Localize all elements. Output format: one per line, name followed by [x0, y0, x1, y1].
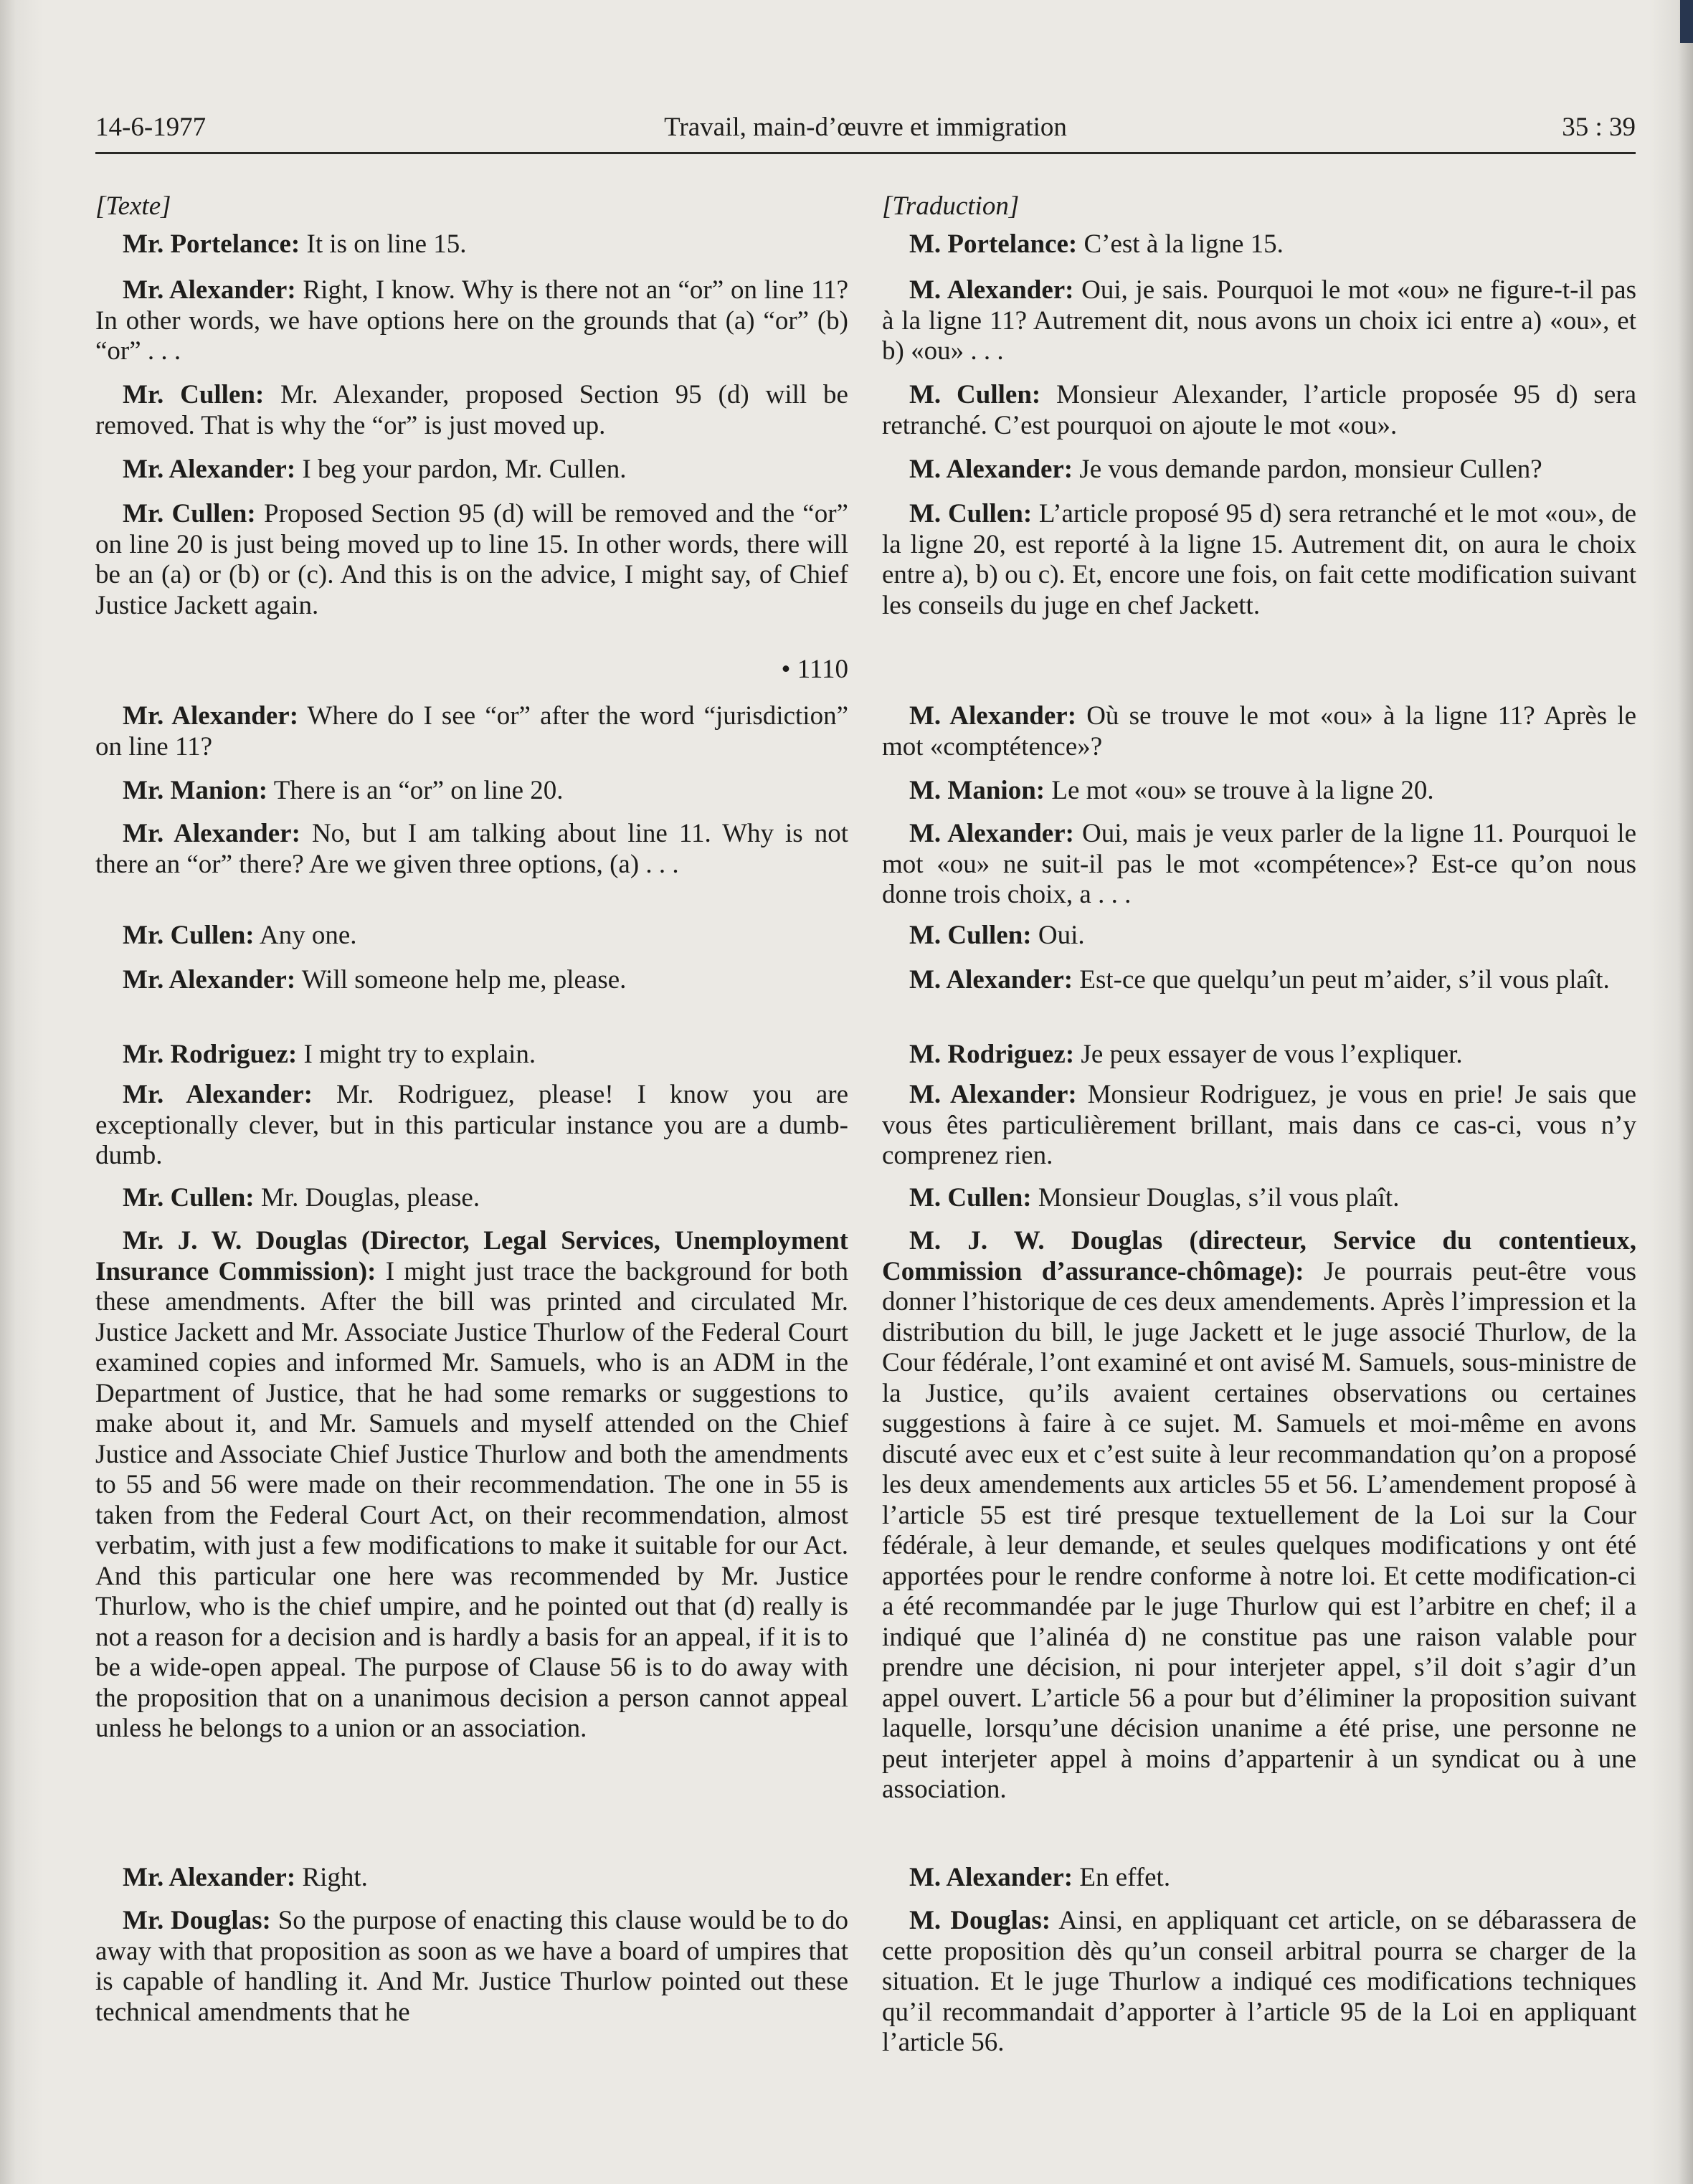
speaker: Mr. Cullen: — [123, 499, 256, 528]
speaker: M. Alexander: — [909, 965, 1073, 994]
speaker: Mr. Alexander: — [123, 701, 299, 731]
paragraph — [95, 1080, 848, 1172]
speech: Monsieur Douglas, s’il vous plaît. — [1031, 1183, 1400, 1212]
speech: No, but I am talking about line 11. Why is not there an “or” there? Are we given three options, (a) . . . — [95, 819, 849, 879]
paragraph — [882, 819, 1636, 911]
speech: I beg your pardon, Mr. Cullen. — [295, 455, 627, 484]
speech: Oui, mais je veux parler de la ligne 11. Pourquoi le mot «ou» ne suit-il pas le mot «compétence»? Est-ce qu’on nous donne trois choix, a . . . — [882, 819, 1636, 909]
header-page-number: 35 : 39 — [1562, 113, 1636, 142]
time-marker: • 1110 — [781, 655, 848, 684]
paragraph — [882, 1226, 1636, 1805]
paragraph — [95, 965, 848, 996]
speaker: Mr. Cullen: — [123, 1183, 255, 1212]
speech: Right, I know. Why is there not an “or” on line 11? In other words, we have options here on the grounds that (a) “or” (b) “or” . . . — [95, 275, 848, 366]
speech: Where do I see “or” after the word “jurisdiction” on line 11? — [95, 701, 848, 761]
speaker: Mr. Alexander: — [123, 819, 300, 848]
paragraph — [882, 229, 1636, 260]
speaker: M. Alexander: — [909, 455, 1073, 484]
speaker: Mr. Alexander: — [123, 965, 296, 994]
speaker: M. Portelance: — [909, 229, 1078, 259]
speech: Will someone help me, please. — [295, 965, 627, 994]
paragraph — [882, 455, 1636, 485]
speech: I might just trace the background for both these amendments. After the bill was printed and circulated Mr. Justice Jackett and Mr. Associate Justice Thurlow of the Federal Court examined copies and informed Mr. Samuels, who is an ADM in the Department of Justice, that he had some remarks or suggestions to make about it, and Mr. Samuels and myself attended on the Chief Justice and Associate Chief Justice Thurlow and both the amendments to 55 and 56 were made on their recommendation. The one in 55 is taken from the Federal Court Act, on their recommendation, almost verbatim, with just a few modifications to make it suitable for our Act. And this particular one here was recommended by Mr. Justice Thurlow, who is the chief umpire, and he pointed out that (d) really is not a reason for a decision and is hardly a basis for an appeal, if it is to be a wide-open appeal. The purpose of Clause 56 is to do away with the proposition that on a unanimous decision a person cannot appeal unless he belongs to a union or an association. — [95, 1256, 848, 1743]
speaker: M. Rodriguez: — [909, 1040, 1075, 1069]
paragraph — [882, 380, 1636, 441]
speaker: Mr. Alexander: — [123, 1863, 296, 1892]
speech: Je peux essayer de vous l’expliquer. — [1074, 1040, 1463, 1069]
paragraph — [95, 1040, 848, 1070]
paragraph — [95, 380, 848, 441]
speaker: Mr. Douglas: — [123, 1906, 271, 1935]
paragraph — [95, 1906, 848, 2028]
paragraph — [882, 275, 1636, 367]
speaker: M. Alexander: — [909, 819, 1074, 848]
speaker: Mr. J. W. Douglas (Director, Legal Services, Unemployment Insurance Commission): — [95, 1226, 848, 1286]
translation-tag: [Traduction] — [882, 191, 1020, 221]
speaker: M. Cullen: — [909, 499, 1033, 528]
binding-edge — [1680, 0, 1693, 43]
speech: Monsieur Alexander, l’article proposée 95 d) sera retranché. C’est pourquoi on ajoute le mot «ou». — [882, 380, 1636, 440]
paragraph — [95, 776, 848, 807]
speech: C’est à la ligne 15. — [1077, 229, 1284, 259]
speaker: M. Cullen: — [909, 921, 1032, 950]
header-title: Travail, main-d’œuvre et immigration — [664, 113, 1067, 142]
speaker: M. Alexander: — [909, 1080, 1077, 1109]
speech: Où se trouve le mot «ou» à la ligne 11? Après le mot «comptétence»? — [882, 701, 1636, 761]
speaker: Mr. Portelance: — [123, 229, 300, 259]
text-tag: [Texte] — [95, 191, 171, 221]
paragraph — [882, 701, 1636, 762]
speaker: M. J. W. Douglas (directeur, Service du contentieux, Commission d’assurance-chômage): — [882, 1226, 1636, 1286]
speech: Monsieur Rodriguez, je vous en prie! Je sais que vous êtes particulièrement brillant, mais dans ce cas-ci, vous n’y comprenez rien. — [882, 1080, 1637, 1170]
paragraph — [882, 499, 1636, 621]
speech: Est-ce que quelqu’un peut m’aider, s’il vous plaît. — [1073, 965, 1610, 994]
header-date: 14-6-1977 — [95, 113, 207, 142]
speaker: Mr. Cullen: — [123, 380, 265, 409]
speech: Ainsi, en appliquant cet article, on se débarassera de cette proposition dès qu’un conseil arbitral pourra se charger de la situation. Et le juge Thurlow a indiqué ces modifications techniques qu’il recommandait d’apporter à l’article 95 de la Loi en appliquant l’article 56. — [882, 1906, 1636, 2057]
paragraph — [882, 965, 1636, 996]
paragraph — [95, 701, 848, 762]
speaker: Mr. Manion: — [123, 776, 268, 805]
speech: Mr. Douglas, please. — [254, 1183, 480, 1212]
speech: Any one. — [254, 921, 357, 950]
paragraph — [882, 1040, 1636, 1070]
speech: Mr. Rodriguez, please! I know you are exceptionally clever, but in this particular instance you are a dumb-dumb. — [95, 1080, 849, 1170]
paragraph — [95, 1863, 848, 1894]
speech: Oui, je sais. Pourquoi le mot «ou» ne figure-t-il pas à la ligne 11? Autrement dit, nous avons un choix ici entre a) «ou», et b) «ou» . . . — [882, 275, 1637, 366]
speech: Proposed Section 95 (d) will be removed and the “or” on line 20 is just being moved up to line 15. In other words, there will be an (a) or (b) or (c). And this is on the advice, I might say, of Chief Justice Jackett again. — [95, 499, 848, 620]
paragraph — [95, 455, 848, 485]
speech: It is on line 15. — [300, 229, 467, 259]
paragraph — [95, 1183, 848, 1214]
paragraph — [882, 1863, 1636, 1894]
paragraph — [95, 275, 848, 367]
speaker: M. Alexander: — [909, 1863, 1073, 1892]
paragraph — [95, 229, 848, 260]
paragraph — [95, 819, 848, 880]
speech: Right. — [295, 1863, 368, 1892]
paragraph — [882, 1080, 1636, 1172]
speaker: M. Alexander: — [909, 275, 1074, 305]
speaker: Mr. Alexander: — [123, 1080, 313, 1109]
paragraph — [882, 921, 1636, 951]
speaker: Mr. Cullen: — [123, 921, 255, 950]
paragraph — [882, 776, 1636, 807]
speaker: Mr. Alexander: — [123, 275, 296, 305]
paragraph — [95, 499, 848, 621]
speaker: M. Douglas: — [909, 1906, 1051, 1935]
speaker: M. Alexander: — [909, 701, 1077, 731]
paragraph — [95, 921, 848, 951]
speaker: M. Cullen: — [909, 380, 1041, 409]
speech: Mr. Alexander, proposed Section 95 (d) will be removed. That is why the “or” is just moved up. — [95, 380, 848, 440]
paragraph — [882, 1183, 1636, 1214]
speaker: Mr. Alexander: — [123, 455, 296, 484]
speech: There is an “or” on line 20. — [267, 776, 564, 805]
speech: Je vous demande pardon, monsieur Cullen? — [1073, 455, 1542, 484]
running-header — [95, 108, 1636, 154]
speaker: M. Cullen: — [909, 1183, 1032, 1212]
speaker: Mr. Rodriguez: — [123, 1040, 298, 1069]
speech: I might try to explain. — [297, 1040, 536, 1069]
speech: En effet. — [1073, 1863, 1171, 1892]
speech: Oui. — [1031, 921, 1085, 950]
speech: Je pourrais peut-être vous donner l’historique de ces deux amendements. Après l’impression et la distribution du bill, le juge Jackett et le juge associé Thurlow, de la Cour fédérale, l’ont examiné et ont avisé M. Samuels, sous-ministre de la Justice, qu’ils avaient certaines observations ou certaines suggestions à faire à ce sujet. M. Samuels et moi-même en avons discuté avec eux et c’est suite à leur recommandation qu’on a proposé les deux amendements aux articles 55 et 56. L’amendement proposé à l’article 55 est tiré presque textuellement de la Loi sur la Cour fédérale, à leur demande, et seules quelques modifications y ont été apportées pour le rendre conforme à notre loi. Et cette modification-ci a été recommandée par le juge Thurlow qui est l’arbitre en chef; il a indiqué que l’alinéa d) ne constitue pas une raison valable pour prendre une décision, ni pour interjeter appel, s’il doit s’agir d’un appel ouvert. L’article 56 a pour but d’éliminer la proposition suivant laquelle, lorsqu’une décision unanime a été prise, une personne ne peut interjeter appel à moins d’appartenir à un syndicat ou à une association. — [882, 1256, 1637, 1804]
paragraph — [95, 1226, 848, 1744]
speech: So the purpose of enacting this clause would be to do away with that proposition as soon as we have a board of umpires that is capable of handling it. And Mr. Justice Thurlow pointed out these technical amendments that he — [95, 1906, 848, 2027]
speaker: M. Manion: — [909, 776, 1045, 805]
speech: L’article proposé 95 d) sera retranché et le mot «ou», de la ligne 20, est reporté à la ligne 15. Autrement dit, on aura le choix entre a), b) ou c). Et, encore une fois, on fait cette modification suivant les conseils du juge en chef Jackett. — [882, 499, 1636, 620]
paragraph — [882, 1906, 1636, 2059]
speech: Le mot «ou» se trouve à la ligne 20. — [1045, 776, 1434, 805]
